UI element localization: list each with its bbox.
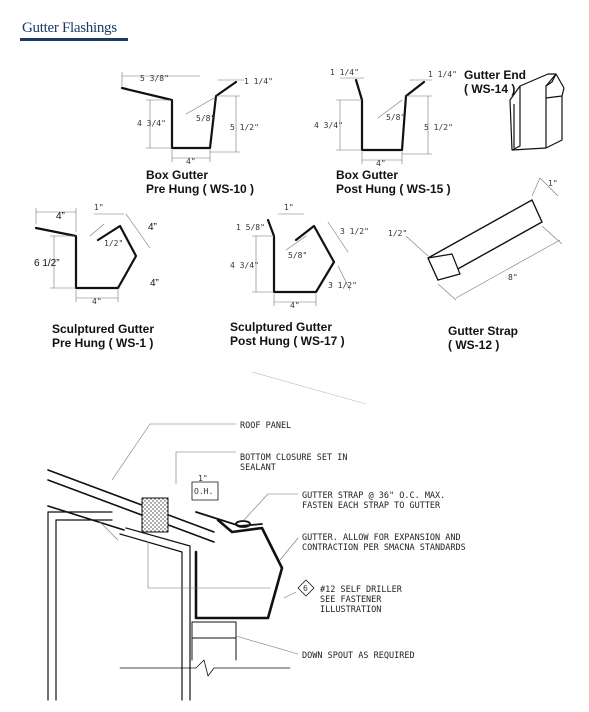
note-closure-2: SEALANT: [240, 463, 276, 473]
ws17-caption: [230, 320, 345, 348]
ws10-dim-lip: 1 1/4": [244, 77, 273, 86]
note-closure-1: BOTTOM CLOSURE SET IN: [240, 453, 348, 463]
note-roof-panel: ROOF PANEL: [240, 421, 292, 431]
ws10-dim-left: 4 3/4": [137, 119, 166, 128]
note-driller-2: SEE FASTENER: [320, 595, 382, 605]
ws14-caption-name: Gutter End: [464, 68, 526, 82]
ws1-caption: [52, 322, 154, 350]
note-strap-1: GUTTER STRAP @ 36" O.C. MAX.: [302, 491, 446, 501]
ws17-dim-left: 4 3/4": [230, 261, 259, 270]
note-driller-3: ILLUSTRATION: [320, 605, 382, 615]
ws10-caption-code: Pre Hung ( WS-10 ): [146, 182, 255, 196]
ws17-dim-lower-slope: 3 1/2": [328, 281, 357, 290]
ws12-caption-code: ( WS-12 ): [448, 338, 500, 352]
detail-dim-1in: 1": [198, 474, 208, 483]
ws15-dim-hem: 5/8": [386, 113, 406, 122]
page-title: Gutter Flashings: [22, 20, 117, 36]
ws17-dim-top-left: 1 5/8": [236, 223, 265, 232]
ws15-caption: [336, 168, 451, 196]
ws1-dim-hem-depth: 1/2": [104, 239, 124, 248]
gutter-profile: [196, 520, 282, 618]
note-gutter-1: GUTTER. ALLOW FOR EXPANSION AND: [302, 533, 461, 543]
ws15-dim-top-left: 1 1/4": [330, 68, 359, 77]
ws15-dim-left: 4 3/4": [314, 121, 343, 130]
ws1-dim-top: 4”: [56, 211, 65, 222]
ws1-caption-code: Pre Hung ( WS-1 ): [52, 336, 154, 350]
note-driller-1: #12 SELF DRILLER: [320, 585, 402, 595]
ws1-dim-left: 6 1/2”: [34, 258, 60, 269]
ws17-dim-hem-depth: 5/8": [288, 251, 308, 260]
note-gutter-2: CONTRACTION PER SMACNA STANDARDS: [302, 543, 466, 553]
ws17-caption-name: Sculptured Gutter: [230, 320, 333, 334]
ws10-dim-right: 5 1/2": [230, 123, 259, 132]
ws15-dim-right: 5 1/2": [424, 123, 453, 132]
down-spout: [192, 622, 236, 638]
ws10-dim-bottom: 4": [186, 157, 196, 166]
ws1-profile: [34, 203, 159, 306]
ws15-dim-top-right: 1 1/4": [428, 70, 457, 79]
ws14-caption-code: ( WS-14 ): [464, 82, 516, 96]
bottom-closure: [142, 498, 168, 532]
ws10-dim-top: 5 3/8": [140, 74, 169, 83]
ws14-caption: [464, 68, 526, 96]
ws10-profile: [122, 72, 273, 166]
ws17-dim-upper-slope: 3 1/2": [340, 227, 369, 236]
ws12-caption: [448, 324, 518, 352]
ws17-caption-code: Post Hung ( WS-17 ): [230, 334, 345, 348]
ws1-caption-name: Sculptured Gutter: [52, 322, 155, 336]
ws10-caption: [146, 168, 254, 196]
ws15-profile: [314, 68, 457, 168]
gutter-strap-line: [196, 512, 262, 526]
note-strap-2: FASTEN EACH STRAP TO GUTTER: [302, 501, 441, 511]
ws10-caption-name: Box Gutter: [146, 168, 209, 182]
ws12-caption-name: Gutter Strap: [448, 324, 519, 338]
ws1-dim-upper-slope: 4”: [148, 222, 157, 233]
ws17-dim-hem: 1": [284, 203, 294, 212]
ws15-caption-code: Post Hung ( WS-15 ): [336, 182, 451, 196]
ws10-dim-hem: 5/8": [196, 114, 216, 123]
ws17-dim-bottom: 4": [290, 301, 300, 310]
ws1-dim-hem: 1": [94, 203, 104, 212]
ws12-dim-width: 1": [548, 179, 558, 188]
callout-6-number: 6: [303, 584, 308, 593]
ws17-profile: [230, 203, 369, 310]
ws1-dim-bottom: 4": [92, 297, 102, 306]
ws12-dim-length: 8": [508, 273, 518, 282]
detail-notes: [240, 421, 466, 661]
ws1-dim-lower-slope: 4”: [150, 278, 159, 289]
ws12-strap: [388, 178, 562, 300]
ws15-caption-name: Box Gutter: [336, 168, 399, 182]
ws15-dim-bottom: 4": [376, 159, 386, 168]
ws12-dim-hook: 1/2": [388, 229, 408, 238]
note-down-spout: DOWN SPOUT AS REQUIRED: [302, 651, 415, 661]
detail-dim-oh: O.H.: [194, 487, 214, 496]
